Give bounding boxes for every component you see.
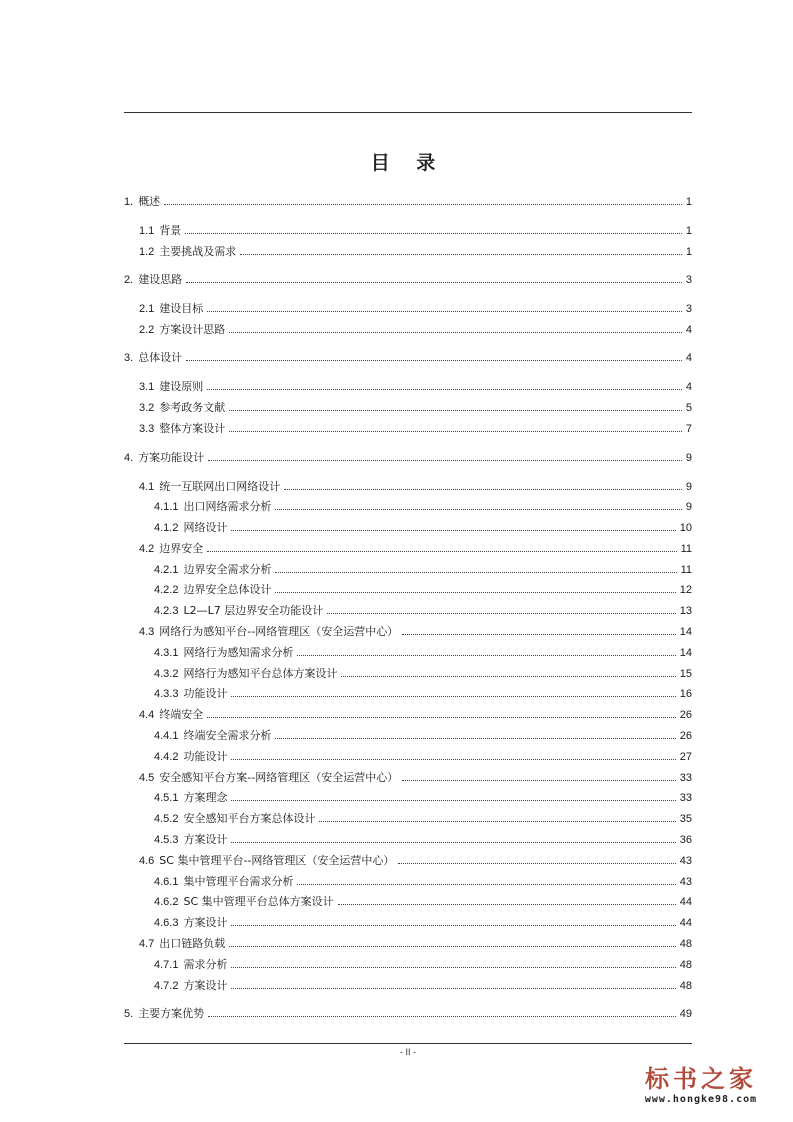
toc-leader-dots xyxy=(229,409,682,411)
toc-entry[interactable] xyxy=(139,420,692,436)
toc-entry-number: 3.2 xyxy=(139,402,155,414)
toc-entry-title: 建设原则 xyxy=(159,380,204,393)
toc-entry-page: 9 xyxy=(685,501,692,513)
toc-entry-title: 整体方案设计 xyxy=(159,422,226,435)
toc-entry[interactable] xyxy=(139,478,692,494)
toc-entry-title: 安全感知平台方案总体设计 xyxy=(183,812,316,825)
toc-leader-dots xyxy=(185,232,682,234)
toc-leader-dots xyxy=(231,799,675,801)
toc-leader-dots xyxy=(297,654,675,656)
toc-entry-number: 4.3.3 xyxy=(154,688,179,700)
toc-entry-number: 4.5 xyxy=(139,772,155,784)
watermark-text: 标书之家 xyxy=(645,1065,757,1093)
toc-entry-page: 35 xyxy=(679,813,692,825)
toc-entry-title: 出口链路负载 xyxy=(159,937,226,950)
toc-entry-title: 方案设计 xyxy=(183,833,228,846)
toc-entry[interactable] xyxy=(154,581,692,597)
toc-entry-page: 4 xyxy=(685,324,692,336)
toc-entry-title: 边界安全总体设计 xyxy=(183,583,272,596)
toc-leader-dots xyxy=(231,841,675,843)
toc-entry[interactable] xyxy=(139,300,692,316)
toc-entry-page: 26 xyxy=(679,730,692,742)
toc-entry[interactable] xyxy=(154,810,692,826)
toc-entry-number: 3. xyxy=(124,352,134,364)
toc-entry-number: 4.5.1 xyxy=(154,792,179,804)
toc-entry-number: 5. xyxy=(124,1008,134,1020)
toc-leader-dots xyxy=(338,903,676,905)
toc-leader-dots xyxy=(208,459,682,461)
toc-entry-page: 12 xyxy=(679,584,692,596)
toc-entry-title: 安全感知平台方案--网络管理区（安全运营中心） xyxy=(159,771,399,784)
toc-entry-title: 出口网络需求分析 xyxy=(183,500,272,513)
toc-leader-dots xyxy=(186,281,682,283)
toc-entry-title: 功能设计 xyxy=(183,750,228,763)
toc-entry-page: 43 xyxy=(679,876,692,888)
toc-leader-dots xyxy=(240,253,682,255)
toc-entry[interactable] xyxy=(154,685,692,701)
toc-entry-title: 主要挑战及需求 xyxy=(159,245,237,258)
toc-entry-title: 网络行为感知平台总体方案设计 xyxy=(183,667,338,680)
toc-entry-number: 4.1.1 xyxy=(154,501,179,513)
toc-entry-page: 33 xyxy=(679,792,692,804)
toc-entry-title: 方案设计思路 xyxy=(159,323,226,336)
toc-entry-page: 43 xyxy=(679,855,692,867)
toc-leader-dots xyxy=(341,675,675,677)
toc-leader-dots xyxy=(231,924,675,926)
page-title: 目 录 xyxy=(370,152,446,174)
toc-leader-dots xyxy=(284,488,682,490)
toc-entry-number: 4.2 xyxy=(139,543,155,555)
toc-entry-page: 7 xyxy=(685,423,692,435)
toc-entry-title: 主要方案优势 xyxy=(138,1007,205,1020)
toc-entry[interactable] xyxy=(154,561,692,577)
toc-entry[interactable] xyxy=(154,727,692,743)
toc-entry[interactable] xyxy=(154,644,692,660)
toc-entry-number: 2.2 xyxy=(139,324,155,336)
toc-entry-page: 13 xyxy=(679,605,692,617)
toc-leader-dots xyxy=(275,571,676,573)
toc-entry-title: 网络行为感知平台--网络管理区（安全运营中心） xyxy=(159,625,399,638)
toc-entry-page: 14 xyxy=(679,626,692,638)
toc-entry-number: 4.3 xyxy=(139,626,155,638)
toc-entry-number: 2.1 xyxy=(139,303,155,315)
toc-entry-number: 1. xyxy=(124,196,134,208)
toc-entry[interactable] xyxy=(124,449,692,465)
toc-leader-dots xyxy=(229,331,682,333)
toc-entry-title: 建设思路 xyxy=(138,273,183,286)
toc-entry-title: 网络行为感知需求分析 xyxy=(183,646,294,659)
toc-entry-page: 3 xyxy=(685,274,692,286)
toc-entry-page: 5 xyxy=(685,402,692,414)
toc-leader-dots xyxy=(229,945,675,947)
toc-entry[interactable] xyxy=(154,893,692,909)
toc-entry[interactable] xyxy=(124,193,692,209)
toc-entry-page: 26 xyxy=(679,709,692,721)
toc-leader-dots xyxy=(208,1015,676,1017)
toc-entry-number: 4.7.2 xyxy=(154,980,179,992)
toc-leader-dots xyxy=(398,862,675,864)
toc-entry-page: 4 xyxy=(685,352,692,364)
toc-entry[interactable] xyxy=(139,399,692,415)
toc-entry-page: 15 xyxy=(679,668,692,680)
page-number: - II - xyxy=(400,1047,416,1057)
toc-entry-title: 边界安全需求分析 xyxy=(183,563,272,576)
toc-leader-dots xyxy=(402,633,676,635)
toc-entry-number: 4.7 xyxy=(139,938,155,950)
toc-leader-dots xyxy=(231,758,675,760)
toc-leader-dots xyxy=(207,388,682,390)
toc-entry[interactable] xyxy=(154,977,692,993)
toc-entry-page: 3 xyxy=(685,303,692,315)
toc-entry-page: 10 xyxy=(679,522,692,534)
toc-entry-page: 4 xyxy=(685,381,692,393)
toc-entry[interactable] xyxy=(154,831,692,847)
toc-entry[interactable] xyxy=(139,378,692,394)
toc-entry-page: 9 xyxy=(685,452,692,464)
toc-entry[interactable] xyxy=(139,935,692,951)
toc-entry[interactable] xyxy=(124,1005,692,1021)
toc-entry-page: 16 xyxy=(679,688,692,700)
toc-leader-dots xyxy=(275,591,675,593)
watermark-logo xyxy=(621,1064,781,1105)
toc-entry-title: L2—L7 层边界安全功能设计 xyxy=(183,604,324,617)
toc-entry-number: 4.2.1 xyxy=(154,564,179,576)
toc-leader-dots xyxy=(327,612,676,614)
watermark-url: www.hongke98.com xyxy=(644,1094,758,1105)
toc-entry-title: 背景 xyxy=(159,224,182,237)
toc-entry[interactable] xyxy=(154,914,692,930)
toc-entry-title: 终端安全需求分析 xyxy=(183,729,272,742)
toc-entry-number: 4.6.2 xyxy=(154,896,179,908)
toc-entry-title: SC 集中管理平台--网络管理区（安全运营中心） xyxy=(159,854,395,867)
footer-rule xyxy=(124,1043,692,1044)
toc-entry-page: 27 xyxy=(679,751,692,763)
toc-leader-dots xyxy=(231,966,675,968)
toc-leader-dots xyxy=(229,430,682,432)
toc-entry-page: 44 xyxy=(679,896,692,908)
toc-entry-page: 44 xyxy=(679,917,692,929)
toc-entry-page: 1 xyxy=(685,246,692,258)
toc-leader-dots xyxy=(231,987,675,989)
toc-entry-page: 1 xyxy=(685,196,692,208)
toc-entry-title: 方案功能设计 xyxy=(138,451,205,464)
toc-entry[interactable] xyxy=(154,956,692,972)
toc-entry-page: 48 xyxy=(679,938,692,950)
toc-entry-title: 终端安全 xyxy=(159,708,204,721)
toc-entry-title: 方案设计 xyxy=(183,916,228,929)
toc-leader-dots xyxy=(207,310,682,312)
toc-entry-page: 48 xyxy=(679,980,692,992)
toc-entry-number: 4.2.3 xyxy=(154,605,179,617)
toc-entry-number: 4.6.1 xyxy=(154,876,179,888)
toc-leader-dots xyxy=(402,779,676,781)
toc-leader-dots xyxy=(231,529,675,531)
toc-leader-dots xyxy=(275,508,681,510)
toc-entry-number: 3.3 xyxy=(139,423,155,435)
toc-entry-number: 4.4.1 xyxy=(154,730,179,742)
toc-entry-page: 1 xyxy=(685,225,692,237)
toc-entry[interactable] xyxy=(154,602,692,618)
toc-entry-page: 11 xyxy=(680,543,692,555)
toc-entry-number: 4.4 xyxy=(139,709,155,721)
toc-entry-number: 4.5.2 xyxy=(154,813,179,825)
toc-entry-title: 方案设计 xyxy=(183,979,228,992)
toc-entry-number: 4.7.1 xyxy=(154,959,179,971)
toc-entry-number: 4.3.2 xyxy=(154,668,179,680)
toc-entry-title: 统一互联网出口网络设计 xyxy=(159,480,281,493)
toc-entry[interactable] xyxy=(154,498,692,514)
toc-entry-title: 功能设计 xyxy=(183,687,228,700)
toc-entry-page: 36 xyxy=(679,834,692,846)
toc-entry-title: 需求分析 xyxy=(183,958,228,971)
toc-leader-dots xyxy=(231,695,675,697)
toc-leader-dots xyxy=(275,737,675,739)
toc-leader-dots xyxy=(186,359,682,361)
toc-entry-number: 4.2.2 xyxy=(154,584,179,596)
toc-entry-title: SC 集中管理平台总体方案设计 xyxy=(183,895,334,908)
toc-entry-number: 4.6 xyxy=(139,855,155,867)
toc-entry[interactable] xyxy=(154,519,692,535)
toc-entry-title: 总体设计 xyxy=(138,351,183,364)
toc-entry[interactable] xyxy=(139,321,692,337)
toc-entry-page: 48 xyxy=(679,959,692,971)
toc-entry-page: 14 xyxy=(679,647,692,659)
toc-leader-dots xyxy=(207,716,675,718)
toc-entry-number: 4.6.3 xyxy=(154,917,179,929)
toc-entry-number: 4.3.1 xyxy=(154,647,179,659)
toc-entry-page: 33 xyxy=(679,772,692,784)
toc-leader-dots xyxy=(319,820,675,822)
toc-entry[interactable] xyxy=(139,706,692,722)
toc-leader-dots xyxy=(164,203,682,205)
toc-entry-number: 4.4.2 xyxy=(154,751,179,763)
toc-leader-dots xyxy=(207,550,676,552)
toc-entry-page: 11 xyxy=(680,564,692,576)
toc-entry-title: 集中管理平台需求分析 xyxy=(183,875,294,888)
toc-entry-title: 建设目标 xyxy=(159,302,204,315)
toc-entry[interactable] xyxy=(154,789,692,805)
toc-entry-number: 4. xyxy=(124,452,134,464)
toc-entry-title: 边界安全 xyxy=(159,542,204,555)
toc-entry-number: 1.1 xyxy=(139,225,155,237)
toc-entry-number: 4.1.2 xyxy=(154,522,179,534)
toc-entry-number: 3.1 xyxy=(139,381,155,393)
toc-entry-number: 1.2 xyxy=(139,246,155,258)
toc-entry-number: 4.1 xyxy=(139,481,155,493)
toc-entry-page: 49 xyxy=(679,1008,692,1020)
toc-entry-title: 方案理念 xyxy=(183,791,228,804)
toc-entry[interactable] xyxy=(124,271,692,287)
toc-leader-dots xyxy=(297,883,675,885)
toc-entry[interactable] xyxy=(154,665,692,681)
toc-entry[interactable] xyxy=(139,222,692,238)
toc-entry[interactable] xyxy=(139,243,692,259)
toc-entry-title: 网络设计 xyxy=(183,521,228,534)
toc-entry-number: 2. xyxy=(124,274,134,286)
toc-entry-number: 4.5.3 xyxy=(154,834,179,846)
toc-entry-page: 9 xyxy=(685,481,692,493)
toc-entry-title: 概述 xyxy=(138,195,161,208)
toc-entry[interactable] xyxy=(139,623,692,639)
toc-entry[interactable] xyxy=(139,540,692,556)
toc-entry[interactable] xyxy=(154,873,692,889)
toc-entry[interactable] xyxy=(139,769,692,785)
toc-entry[interactable] xyxy=(154,748,692,764)
toc-entry-title: 参考政务文献 xyxy=(159,401,226,414)
toc-entry[interactable] xyxy=(124,349,692,365)
toc-entry[interactable] xyxy=(139,852,692,868)
